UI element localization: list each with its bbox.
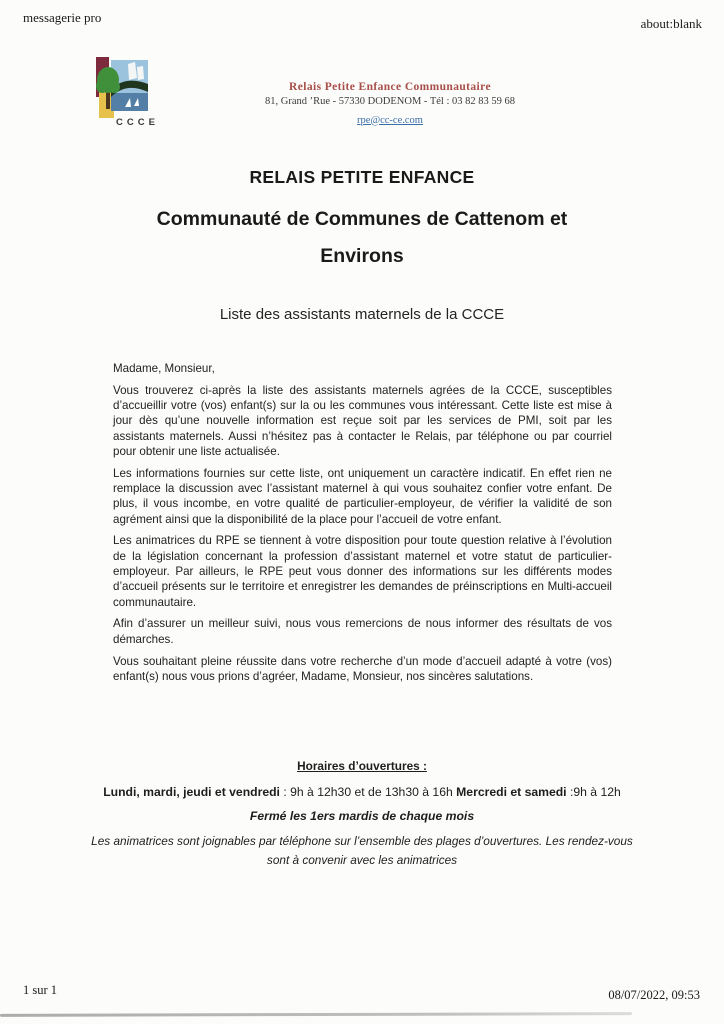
document-subtitle: Communauté de Communes de Cattenom et Environs: [156, 208, 568, 267]
paragraph-rpe-services: Les animatrices du RPE se tiennent à votre disposition pour toute question relative à l’évolution de la législation concernant la profession d’assistant maternel et votre statut de particulier-employeur. Par ailleurs, le RPE peut vous donner des informations sur les différents modes d’accueil présents sur le territoire et enregistrer les demandes de préinscriptions en Multi-accueil communautaire.: [113, 534, 612, 609]
list-title: Liste des assistants maternels de la CCCE: [219, 306, 505, 323]
print-header-url: about:blank: [640, 16, 702, 31]
org-email-link[interactable]: rpe@cc-ce.com: [357, 114, 423, 126]
paragraph-disclaimer: Les informations fournies sur cette liste, ont uniquement un caractère indicatif. En effet rien ne remplace la discussion avec l’assistant maternel à qui vous souhaitez confier votre enfant. De plus, il vous incombe, en votre qualité de particulier-employeur, de vérifier la validité de son agrément ainsi que la disponibilité de la place pour l’accueil de votre enfant.: [113, 466, 612, 526]
ccce-logo: [88, 55, 160, 135]
salutation: Madame, Monsieur,: [113, 362, 215, 375]
opening-hours-heading: Horaires d’ouvertures :: [297, 759, 427, 773]
org-name: Relais Petite Enfance Communautaire: [289, 81, 491, 93]
paragraph-intro: Vous trouverez ci-après la liste des assistants maternels agrées de la CCCE, susceptibles d’accueillir votre (vos) enfant(s) sur la ou les communes vous intéressant. Cette liste est mise à jour dès qu’une nouvelle information est reçue soit par les services de PMI, soit par les assistants maternels. Aussi n’hésitez pas à contacter le Relais, par téléphone ou par courriel pour obtenir une liste actualisée.: [113, 383, 612, 458]
paragraph-closing: Vous souhaitant pleine réussite dans votre recherche d’un mode d’accueil adapté à votre (vos) enfant(s) nous vous prions d’agréer, Madame, Monsieur, nos sincères salutations.: [113, 654, 612, 683]
paragraph-followup: Afin d’assurer un meilleur suivi, nous vous remercions de nous informer des résultats de vos démarches.: [113, 617, 612, 646]
logo-tree-trunk: [106, 91, 110, 109]
logo-caption: CCCE: [116, 117, 159, 128]
opening-hours-schedule: [62, 785, 662, 799]
logo-tree-icon: [96, 79, 108, 93]
print-footer-datetime: 08/07/2022, 09:53: [608, 988, 700, 1002]
contact-note: Les animatrices sont joignables par téléphone sur l’ensemble des plages d’ouvertures. Les rendez-vous sont à convenir avec les animatrices: [91, 834, 633, 867]
ccce-logo-icon: [88, 55, 160, 121]
schedule-days-1: Lundi, mardi, jeudi et vendredi: [103, 785, 280, 799]
closed-note: Fermé les 1ers mardis de chaque mois: [249, 809, 475, 823]
schedule-times-1: : 9h à 12h30 et de 13h30 à 16h: [279, 785, 457, 799]
letterhead: [225, 80, 555, 129]
print-footer-page-count: 1 sur 1: [23, 983, 58, 997]
opening-hours-section: [62, 759, 662, 870]
document-title: RELAIS PETITE ENFANCE: [249, 167, 475, 187]
org-address: 81, Grand ’Rue - 57330 DODENOM - Tél : 03 82 83 59 68: [264, 96, 516, 108]
logo-tower-icon: [137, 66, 144, 80]
letter-body: [113, 361, 612, 691]
logo-tree-icon: [108, 81, 120, 93]
print-header-title: messagerie pro: [23, 10, 102, 25]
schedule-times-2: :9h à 12h: [566, 785, 621, 799]
schedule-days-2: Mercredi et samedi: [456, 785, 567, 799]
scan-artifact-line: [0, 1012, 632, 1017]
